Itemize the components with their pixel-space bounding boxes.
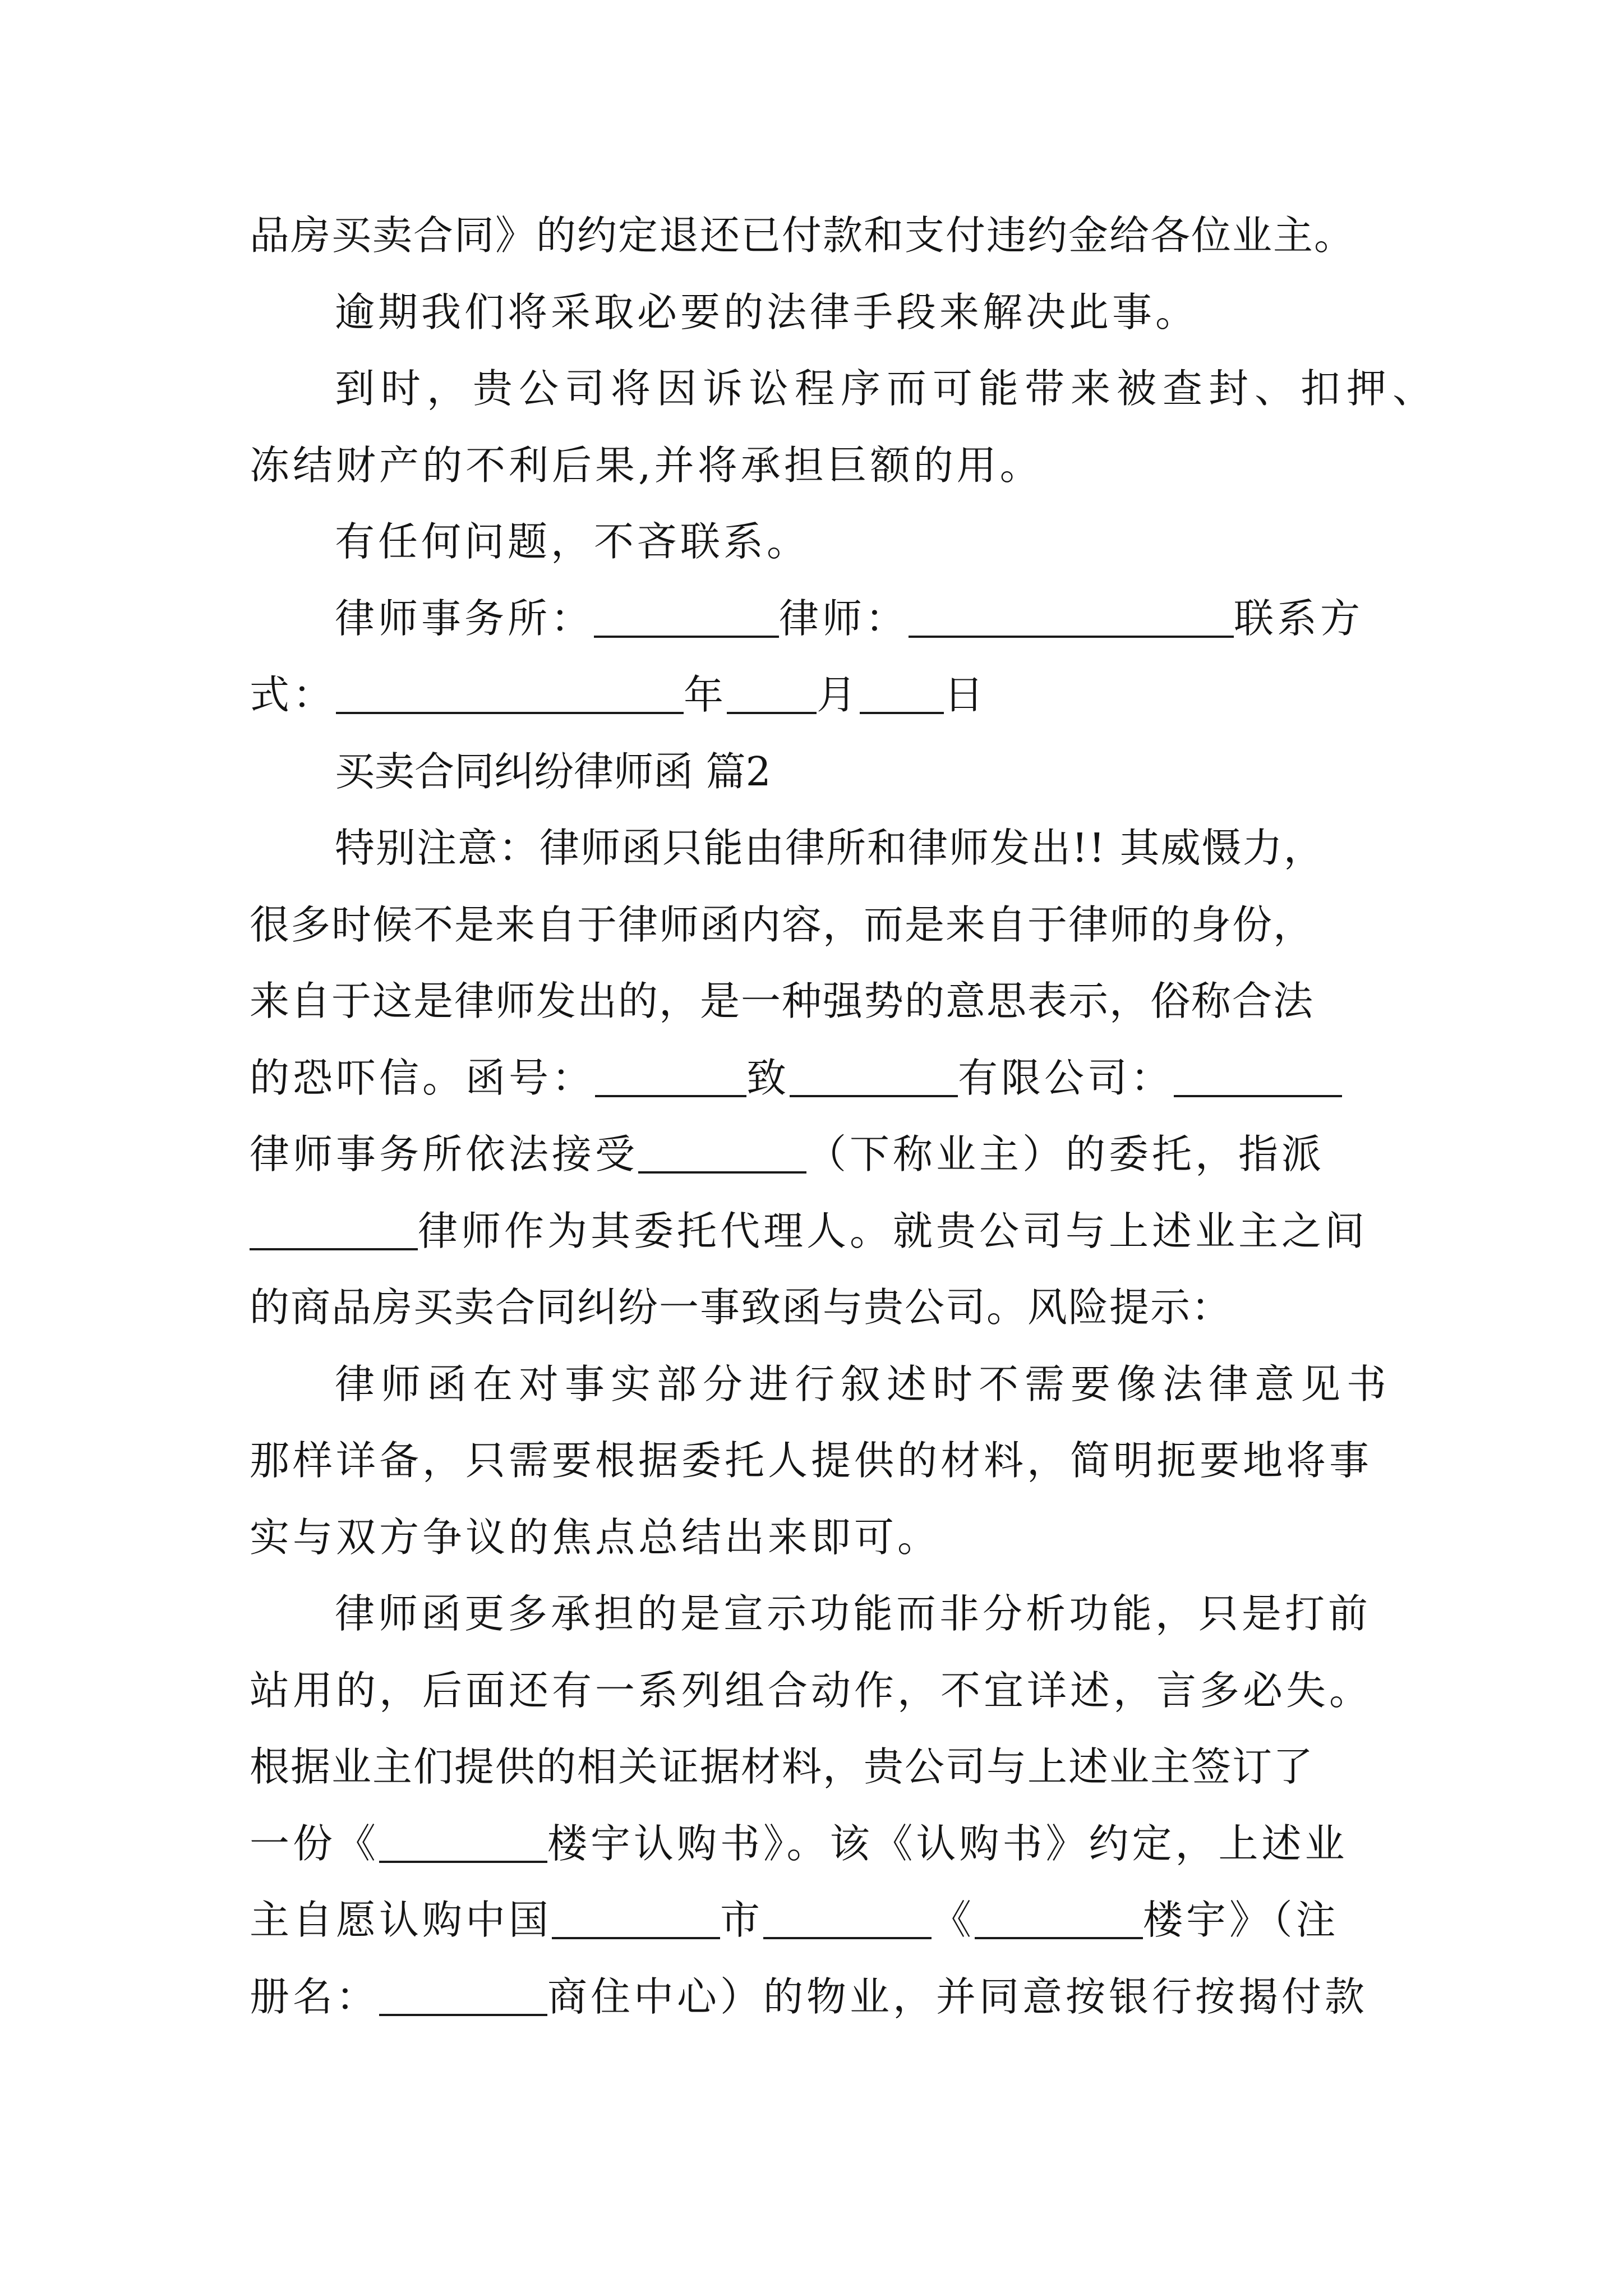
paragraph-line: 来自于这是律师发出的，是一种强势的意思表示，俗称合法 (250, 978, 1315, 1024)
registered-name-blank (379, 1973, 547, 2016)
lawyer-blank (909, 595, 1234, 638)
contract-text: 册名： (250, 1973, 380, 2020)
paragraph-line: 律师函在对事实部分进行叙述时不需要像法律意见书 (335, 1360, 1393, 1407)
letter-line: 的商品房买卖合同纠纷一事致函与贵公司。风险提示： (250, 1284, 1233, 1331)
contract-text: 一份《 (250, 1820, 380, 1867)
letter-line (250, 1040, 1390, 1117)
letter-number-label: 的恐吓信。函号： (250, 1054, 596, 1101)
contract-text: 楼宇认购书》。该《认购书》约定，上述业 (547, 1820, 1348, 1867)
paragraph-line: 根据业主们提供的相关证据材料，贵公司与上述业主签订了 (250, 1743, 1315, 1790)
letter-line (250, 1193, 1390, 1270)
paragraph-line: 品房买卖合同》的约定退还已付款和支付违约金给各位业主。 (250, 212, 1355, 259)
firm-label: 律师事务所： (335, 595, 594, 642)
company-blank (790, 1055, 958, 1097)
city-blank (552, 1897, 720, 1939)
section-title: 买卖合同纠纷律师函 篇2 (335, 748, 771, 795)
contract-text: 市 (720, 1897, 764, 1943)
letter-text: （下称业主）的委托，指派 (806, 1131, 1325, 1177)
contract-line (250, 1959, 1390, 2036)
paragraph-line: 特别注意：律师函只能由律所和律师发出!! 其威慑力， (335, 825, 1325, 871)
paragraph-line: 很多时候不是来自于律师函内容，而是来自于律师的身份， (250, 901, 1315, 948)
firm-blank (594, 595, 779, 638)
year-label: 年 (684, 671, 727, 718)
day-blank (860, 671, 944, 714)
paragraph-line: 实与双方争议的焦点总结出来即可。 (250, 1513, 941, 1561)
contract-text: 《 (932, 1897, 975, 1943)
letter-text: 律师事务所依法接受 (250, 1131, 639, 1177)
firm-name-blank (1174, 1055, 1342, 1097)
contract-line (250, 1882, 1390, 1959)
month-blank (727, 671, 817, 714)
paragraph-line: 律师函更多承担的是宣示功能而非分析功能，只是打前 (335, 1590, 1372, 1637)
paragraph-line: 有任何问题，不吝联系。 (335, 518, 810, 565)
company-label: 有限公司： (958, 1054, 1174, 1101)
date-line (250, 657, 1390, 734)
contract-line (250, 1806, 1390, 1883)
paragraph-line: 冻结财产的不利后果,并将承担巨额的用。 (250, 441, 1043, 489)
contact-blank (336, 671, 684, 714)
lawyer-name-blank (250, 1208, 418, 1250)
letter-text: 律师作为其委托代理人。就贵公司与上述业主之间 (418, 1207, 1368, 1254)
contact-label: 联系方 (1234, 595, 1364, 642)
district-blank (763, 1897, 932, 1939)
contract-text: 主自愿认购中国 (250, 1897, 552, 1943)
paragraph-line: 逾期我们将采取必要的法律手段来解决此事。 (335, 288, 1199, 335)
contact-label-cont: 式： (250, 671, 336, 718)
building-name-blank (975, 1897, 1143, 1939)
building-blank (379, 1820, 547, 1863)
paragraph-line: 站用的，后面还有一系列组合动作，不宜详述，言多必失。 (250, 1667, 1373, 1714)
day-label: 日 (944, 671, 988, 718)
signature-line (250, 581, 1390, 657)
letter-number-blank (595, 1055, 746, 1097)
contract-text: 商住中心）的物业，并同意按银行按揭付款 (547, 1973, 1368, 2020)
month-label: 月 (817, 671, 860, 718)
client-blank (638, 1131, 806, 1174)
lawyer-label: 律师： (779, 595, 909, 642)
letter-line (250, 1116, 1390, 1193)
contract-text: 楼宇》（注 (1143, 1897, 1339, 1943)
to-label: 致 (746, 1054, 790, 1101)
paragraph-line: 那样详备，只需要根据委托人提供的材料，简明扼要地将事 (250, 1437, 1373, 1484)
document-body (250, 197, 1439, 2035)
paragraph-line: 到时，贵公司将因诉讼程序而可能带来被查封、扣押、 (335, 365, 1439, 412)
